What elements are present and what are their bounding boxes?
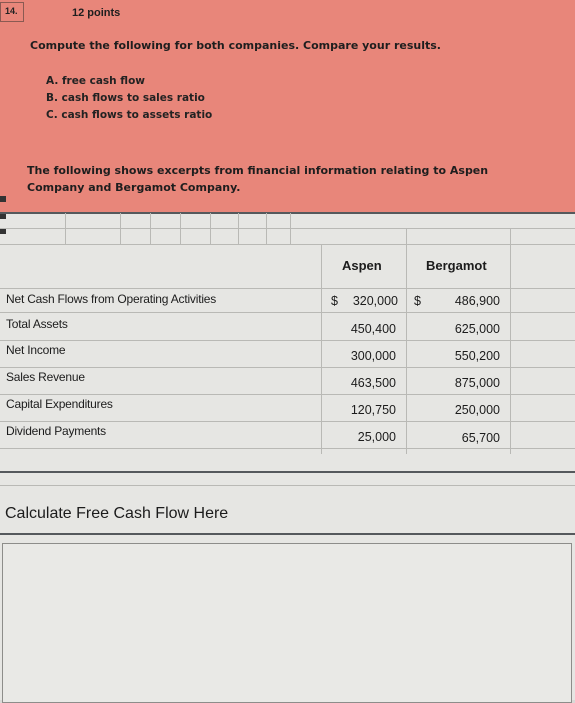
grid-line — [0, 448, 575, 449]
currency-symbol: $ — [414, 294, 421, 308]
grid-line — [0, 288, 575, 289]
grid-line — [0, 340, 575, 341]
question-part-b: B. cash flows to sales ratio — [46, 92, 205, 104]
row-label-sales-revenue: Sales Revenue — [6, 370, 85, 384]
question-parts-list — [46, 73, 212, 124]
grid-line — [0, 228, 575, 229]
answer-input-area[interactable] — [2, 543, 572, 703]
answer-label: Calculate Free Cash Flow Here — [5, 505, 229, 522]
question-panel — [0, 0, 575, 213]
cell-bergamot-dividend-payments[interactable]: 65,700 — [461, 431, 500, 445]
table-bottom-rule — [0, 471, 575, 473]
grid-line — [0, 244, 575, 245]
cell-aspen-operating-cash-flows[interactable]: 320,000 — [352, 294, 398, 308]
question-number: 14. — [0, 2, 24, 22]
cell-aspen-capital-expenditures[interactable]: 120,750 — [350, 403, 396, 417]
grid-line — [290, 213, 291, 244]
intro-line-2: Company and Bergamot Company. — [27, 181, 241, 194]
grid-line — [150, 213, 151, 244]
grid-line — [0, 312, 575, 313]
grid-line — [0, 421, 575, 422]
grid-line — [180, 213, 181, 244]
row-label-operating-cash-flows: Net Cash Flows from Operating Activities — [6, 292, 217, 306]
answer-top-rule — [0, 533, 575, 535]
grid-line — [0, 394, 575, 395]
cell-bergamot-total-assets[interactable]: 625,000 — [454, 322, 500, 336]
column-header-bergamot: Bergamot — [426, 258, 487, 273]
left-edge-mark — [0, 196, 6, 202]
grid-line — [238, 213, 239, 244]
cell-bergamot-operating-cash-flows[interactable]: 486,900 — [454, 294, 500, 308]
cell-bergamot-capital-expenditures[interactable]: 250,000 — [454, 403, 500, 417]
cell-aspen-total-assets[interactable]: 450,400 — [350, 322, 396, 336]
intro-line-1: The following shows excerpts from financial information relating to Aspen — [27, 164, 489, 177]
question-points: 12 points — [72, 7, 121, 19]
cell-bergamot-net-income[interactable]: 550,200 — [454, 349, 500, 363]
row-label-dividend-payments: Dividend Payments — [6, 424, 106, 438]
cell-aspen-dividend-payments[interactable]: 25,000 — [357, 430, 396, 444]
question-intro — [27, 162, 547, 196]
grid-line — [321, 244, 322, 454]
cell-bergamot-sales-revenue[interactable]: 875,000 — [454, 376, 500, 390]
grid-line — [266, 213, 267, 244]
grid-line — [210, 213, 211, 244]
grid-line — [120, 213, 121, 244]
currency-symbol: $ — [331, 294, 338, 308]
grid-line — [0, 485, 575, 486]
column-header-aspen: Aspen — [342, 258, 382, 273]
sheet-top-rule — [0, 212, 575, 214]
grid-line — [0, 367, 575, 368]
row-label-net-income: Net Income — [6, 343, 66, 357]
row-label-capital-expenditures: Capital Expenditures — [6, 397, 113, 411]
question-prompt: Compute the following for both companies. Compare your results. — [30, 39, 441, 52]
cell-aspen-net-income[interactable]: 300,000 — [350, 349, 396, 363]
row-label-total-assets: Total Assets — [6, 317, 68, 331]
question-part-a: A. free cash flow — [46, 75, 145, 87]
grid-line — [65, 213, 66, 244]
cell-aspen-sales-revenue[interactable]: 463,500 — [350, 376, 396, 390]
question-part-c: C. cash flows to assets ratio — [46, 109, 213, 121]
